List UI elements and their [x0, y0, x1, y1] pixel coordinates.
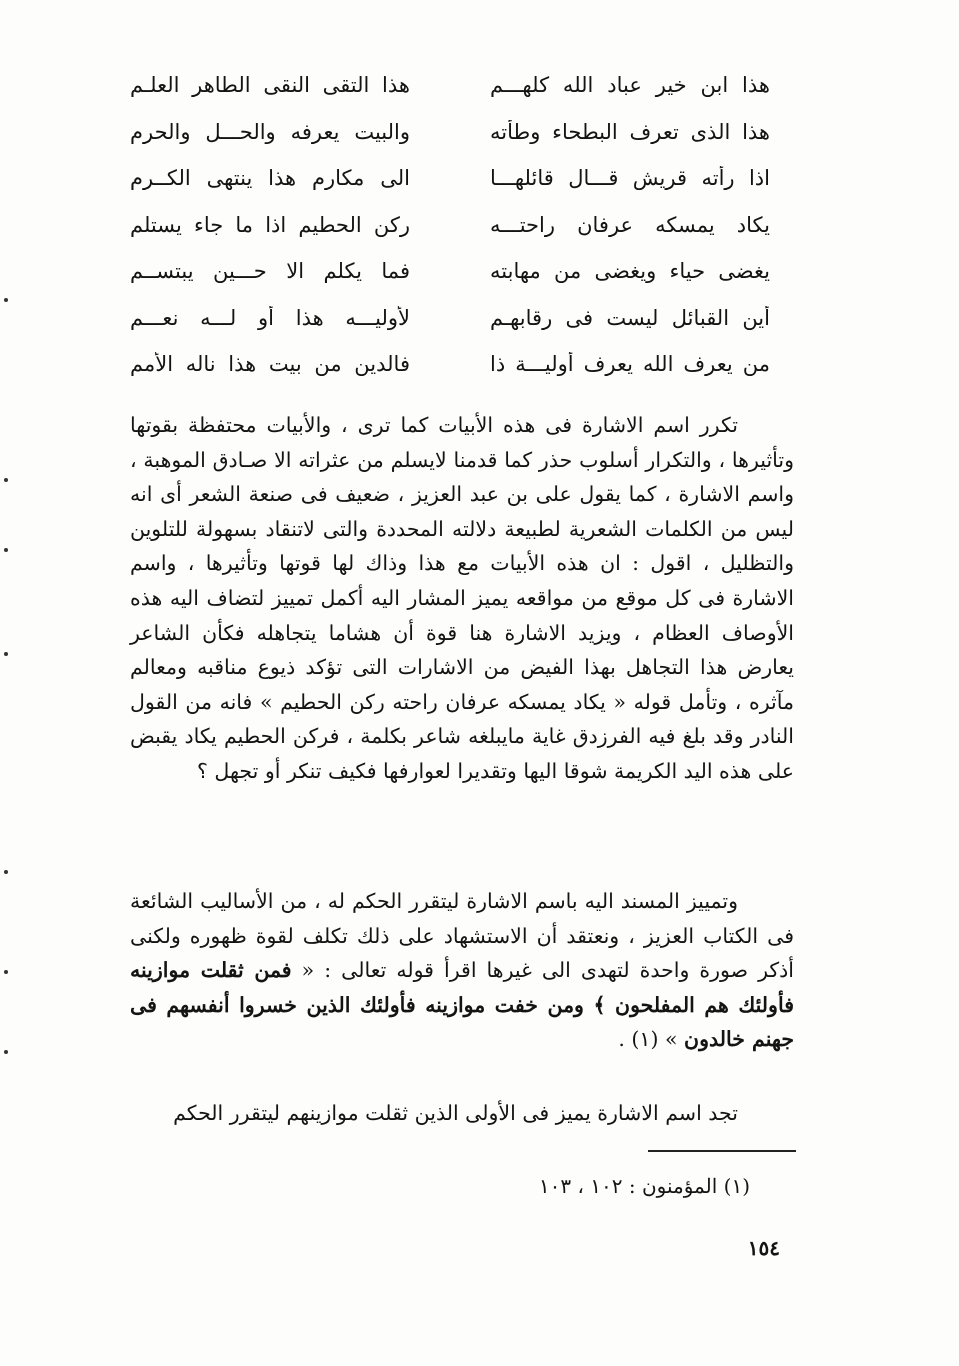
margin-speck — [4, 478, 8, 482]
poem — [130, 62, 770, 388]
paragraph-1 — [130, 408, 794, 789]
hemistich-second: ركن الحطيم اذا ما جاء يستلم — [130, 212, 410, 237]
margin-speck — [4, 1050, 8, 1054]
verse — [130, 202, 770, 249]
margin-speck — [4, 652, 8, 656]
paragraph-3-text: تجد اسم الاشارة يميز فى الأولى الذين ثقلت موازينهم ليتقرر الحكم — [173, 1101, 738, 1125]
page-number: ١٥٤ — [747, 1236, 780, 1260]
paragraph-3 — [130, 1096, 794, 1131]
hemistich-second: فما يكلم الا حـــين يبتســم — [130, 259, 410, 284]
hemistich-second: والبيت يعرفه والحـــل والحرم — [130, 119, 410, 144]
paragraph-1-text: تكرر اسم الاشارة فى هذه الأبيات كما ترى ، والأبيات محتفظة بقوتها وتأثيرها ، والتكرار أسلوب حذر كما قدمنا لايسلم من عثراته الا صـادق الموهبة ، واسم الاشارة ، كما يقول على بن عبد العزيز ، ضعيف فى صنعة الشعر أى انه ليس من الكلمات الشعرية لطبيعة دلالته المحددة والتى لاتنقاد بسهولة للتلوين والتظليل ، اقول : ان هذه الأبيات مع هذا وذاك لها قوتها وتأثيرها ، واسم الاشارة فى كل موقع من مواقعه يميز المشار اليه أكمل تمييز لتضاف اليه هذه الأوصاف العظام ، ويزيد الاشارة هنا قوة أن هشاما يتجاهله فكأن الشاعر يعارض هذا التجاهل بهذا الفيض من الاشارات التى تؤكد ذيوع مناقبه ومعالم مآثره ، وتأمل قوله « يكاد يمسكه عرفان راحته ركن الحطيم » فانه من القول النادر وقد بلغ فيه الفرزدق غاية مايبلغه شاعر بكلمة ، فركن الحطيم يكاد يقبض على هذه اليد الكريمة شوقا اليها وتقديرا لعوارفها فكيف تنكر أو تجهل ؟ — [130, 413, 794, 783]
margin-speck — [4, 870, 8, 874]
hemistich-first: هذا الذى تعرف البطحاء وطأته — [490, 119, 770, 144]
footnote-separator — [648, 1150, 796, 1152]
hemistich-second: هذا التقى النقى الطاهر العلـم — [130, 73, 410, 98]
quran-quote: فمن ثقلت موازينه فأولئك هم المفلحون ﴾ ومن خفت موازينه فأولئك الذين خسروا أنفسهم فى جهنم خالدون — [130, 958, 794, 1052]
margin-speck — [4, 970, 8, 974]
hemistich-first: يغضى حياء ويغضى من مهابته — [490, 259, 770, 284]
verse — [130, 62, 770, 109]
verse — [130, 341, 770, 388]
verse — [130, 295, 770, 342]
paragraph-2-intro: وتمييز المسند اليه باسم الاشارة ليتقرر الحكم له ، من الأساليب الشائعة فى الكتاب العزيز ، ونعتقد أن الاستشهاد على ذلك تكلف لقوة ظهوره ولكنى أذكر صورة واحدة لتهدى الى غيرها اقرأ قوله تعالى : « — [130, 889, 794, 983]
hemistich-first: يكاد يمسكه عرفان راحتـــه — [490, 212, 770, 237]
verse — [130, 109, 770, 156]
hemistich-second: لأوليـــه هذا أو لـــه نعـــم — [130, 305, 410, 330]
hemistich-second: فالدين من بيت هذا ناله الأمم — [130, 352, 410, 377]
margin-speck — [4, 548, 8, 552]
hemistich-first: اذا رأته قريش قـــال قائلهـــا — [490, 166, 770, 191]
hemistich-first: من يعرف الله يعرف أوليـــة ذا — [490, 352, 770, 377]
hemistich-second: الى مكارم هذا ينتهى الكــرم — [130, 166, 410, 191]
footnote: (١) المؤمنون : ١٠٢ ، ١٠٣ — [538, 1174, 750, 1198]
hemistich-first: هذا ابن خير عباد الله كلهـــم — [490, 73, 770, 98]
verse — [130, 248, 770, 295]
paragraph-2-ending: » (١) . — [618, 1027, 678, 1052]
paragraph-2 — [130, 884, 794, 1057]
hemistich-first: أين القبائل ليست فى رقابهـم — [490, 305, 770, 330]
verse — [130, 155, 770, 202]
margin-speck — [4, 298, 8, 302]
